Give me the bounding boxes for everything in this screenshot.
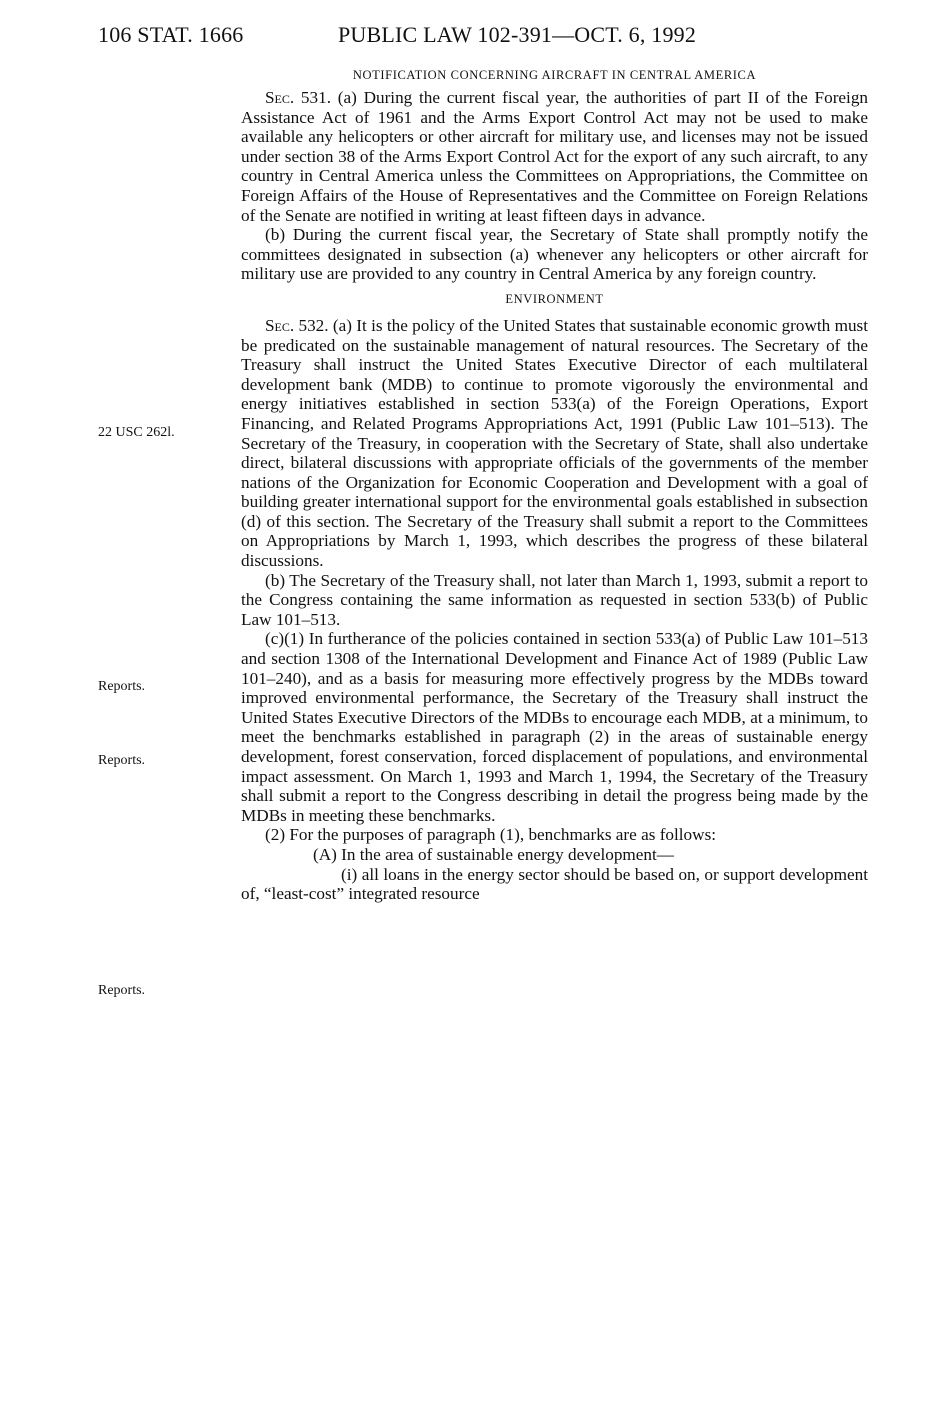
margin-note-reports: Reports. xyxy=(98,983,146,998)
paragraph-532-b: (b) The Secretary of the Treasury shall, not later than March 1, 1993, submit a report to the Congress containing the same information as requested in section 533(b) of Public Law 101–513. xyxy=(241,570,868,629)
margin-note-reports: Reports. xyxy=(98,753,146,768)
paragraph-532-c2-A: (A) In the area of sustainable energy development— xyxy=(313,844,674,864)
paragraph-531-b: (b) During the current fiscal year, the Secretary of State shall promptly notify the committees designated in subsection (a) whenever any helicopters or other aircraft for military use are provided to any country in Central America by any foreign country. xyxy=(241,225,868,284)
paragraph-532-c2: (2) For the purposes of paragraph (1), benchmarks are as follows: xyxy=(265,825,717,845)
public-law-title: PUBLIC LAW 102-391—OCT. 6, 1992 xyxy=(338,22,697,47)
statute-page-number: 106 STAT. 1666 xyxy=(98,22,244,47)
paragraph-532-c1: (c)(1) In furtherance of the policies contained in section 533(a) of Public Law 101–513 and section 1308 of the International Development and Finance Act of 1989 (Public Law 101–240), and as a basis for measuring more effectively progress by the MDBs toward improved environmental performance, the Secretary of the Treasury shall instruct the United States Executive Directors of the MDBs to encourage each MDB, at a minimum, to meet the benchmarks established in paragraph (2) in the areas of sustainable energy development, forest conservation, forced displacement of populations, and environmental impact assessment. On March 1, 1993 and March 1, 1994, the Secretary of the Treasury shall submit a report to the Congress describing in detail the progress being made by the MDBs in meeting these benchmarks. xyxy=(241,629,868,825)
section-heading: ENVIRONMENT xyxy=(505,291,604,306)
paragraph-532-a xyxy=(241,316,868,571)
document-body xyxy=(241,66,868,904)
section-label: Sec. 531. xyxy=(265,88,332,107)
section-heading: NOTIFICATION CONCERNING AIRCRAFT IN CENTRAL AMERICA xyxy=(352,68,757,82)
running-header xyxy=(98,22,868,56)
paragraph-text: (a) During the current fiscal year, the authorities of part II of the Foreign Assistance Act of 1961 and the Arms Export Control Act may not be used to make available any helicopters or other aircraft for military use, and licenses may not be issued under section 38 of the Arms Export Control Act for the export of any such aircraft, to any country in Central America unless the Committees on Appropriations, the Committee on Foreign Affairs of the House of Representatives and the Committee on Foreign Relations of the Senate are notified in writing at least fifteen days in advance. xyxy=(241,88,869,225)
margin-note-reports: Reports. xyxy=(98,679,146,694)
paragraph-text: (a) It is the policy of the United States that sustainable economic growth must be predicated on the sustainable management of natural resources. The Secretary of the Treasury shall instruct the United States Executive Director of each multilateral development bank (MDB) to continue to promote vigorously the environmental and energy initiatives established in section 533(a) of the Foreign Operations, Export Financing, and Related Programs Appropriations Act, 1991 (Public Law 101–513). The Secretary of the Treasury, in cooperation with the Secretary of State, shall also undertake direct, bilateral discussions with appropriate officials of the governments of the member nations of the Organization for Economic Cooperation and Development with a goal of building greater international support for the environmental goals established in subsection (d) of this section. The Secretary of the Treasury shall submit a report to the Committees on Appropriations by March 1, 1993, which describes the progress of these bilateral discussions. xyxy=(241,315,868,571)
margin-note-usc: 22 USC 262l. xyxy=(98,425,175,440)
section-label: Sec. 532. xyxy=(265,315,329,335)
paragraph-532-c2-A-i: (i) all loans in the energy sector should be based on, or support development of, “least-cost” integrated resource xyxy=(241,864,868,904)
paragraph-531-a xyxy=(241,88,868,225)
